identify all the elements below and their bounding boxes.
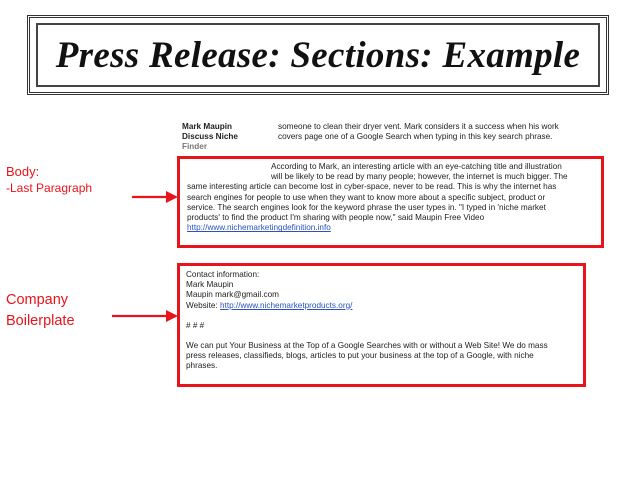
closing-line: phrases. bbox=[186, 361, 218, 371]
title-box bbox=[27, 15, 609, 95]
last-paragraph bbox=[187, 162, 599, 233]
company-label-line1: Company bbox=[6, 292, 69, 308]
arrow-right-icon bbox=[130, 189, 180, 205]
website-link[interactable]: http://www.nichemarketproducts.org/ bbox=[219, 300, 353, 310]
contact-heading: Contact information: bbox=[186, 270, 260, 279]
closing-line: press releases, classifieds, blogs, articles to put your business at the top of a Google, with niche bbox=[186, 351, 534, 361]
body-label-title: Body: bbox=[6, 164, 40, 179]
text-line: covers page one of a Google Search when typing in this key search phrase. bbox=[278, 132, 553, 142]
text-line: search engines for people to use when they want to know more about a specific subject, product or bbox=[187, 192, 546, 202]
company-boilerplate-box bbox=[177, 263, 586, 387]
definition-link[interactable]: http://www.nichemarketingdefinition.info bbox=[187, 223, 331, 233]
header-line: Discuss Niche bbox=[182, 132, 238, 142]
body-last-paragraph-box bbox=[177, 156, 604, 248]
slide-title: Press Release: Sections: Example bbox=[55, 34, 581, 76]
body-label-sub: -Last Paragraph bbox=[6, 181, 93, 195]
author-header bbox=[182, 122, 264, 153]
separator: # # # bbox=[186, 320, 205, 330]
header-line: Mark Maupin bbox=[182, 122, 233, 131]
body-label bbox=[6, 163, 92, 197]
company-label-line2: Boilerplate bbox=[6, 313, 75, 329]
company-label bbox=[6, 290, 75, 332]
text-line: same interesting article can become lost in cyber-space, never to be read. This is why the internet has bbox=[187, 182, 557, 192]
text-line: service. The search engines look for the keyword phrase the user types in. "I typed in 'niche market bbox=[187, 202, 546, 212]
text-line: According to Mark, an interesting article with an eye-catching title and illustration bbox=[271, 162, 562, 171]
preceding-paragraph bbox=[278, 122, 598, 142]
text-line: products' to find the product I'm sharing with people now," said Maupin Free Video bbox=[187, 213, 485, 223]
contact-website bbox=[186, 301, 582, 311]
website-label: Website: bbox=[186, 300, 220, 310]
contact-name: Mark Maupin bbox=[186, 280, 234, 290]
boilerplate-text bbox=[186, 270, 582, 372]
header-line: Finder bbox=[182, 142, 208, 152]
arrow-right-icon bbox=[110, 308, 180, 324]
text-line: will be likely to be read by many people; however, the internet is much bigger. The bbox=[271, 172, 568, 182]
text-line: someone to clean their dryer vent. Mark considers it a success when his work bbox=[278, 122, 559, 131]
contact-email: Maupin mark@gmail.com bbox=[186, 290, 279, 300]
closing-line: We can put Your Business at the Top of a Google Searches with or without a Web Site! We do mass bbox=[186, 341, 548, 351]
